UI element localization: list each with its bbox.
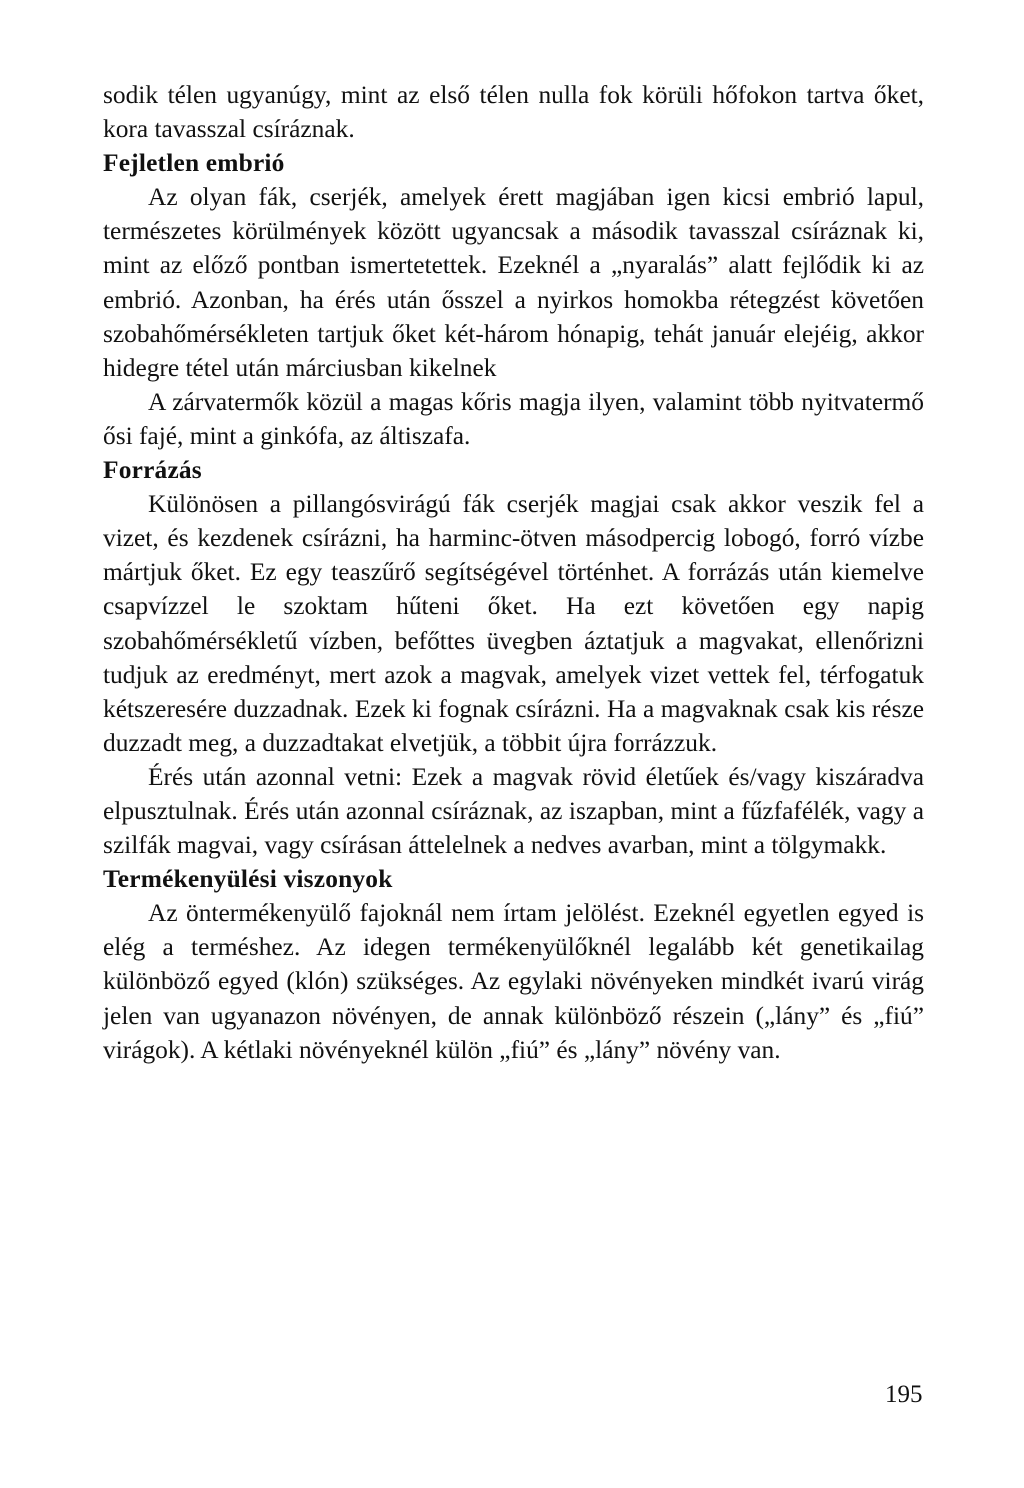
paragraph: A zárvatermők közül a magas kőris magja ilyen, valamint több nyitvatermő ősi fajé, mint a ginkófa, az áltiszafa. (103, 387, 924, 450)
section-heading-fejletlen-embrio: Fejletlen embrió (103, 149, 285, 178)
paragraph: Érés után azonnal vetni: Ezek a magvak rövid életűek és/vagy kiszáradva elpusztulnak. Érés után azonnal csíráznak, az iszapban, mint a fűzfafélék, vagy a szilfák magvai, vagy csírásan áttelelnek a nedves avarban, mint a tölgymakk. (103, 762, 924, 860)
continued-paragraph: sodik télen ugyanúgy, mint az első télen nulla fok körüli hőfokon tartva őket, kora tavasszal csíráznak. (103, 81, 924, 144)
paragraph: Különösen a pillangósvirágú fák cserjék magjai csak akkor veszik fel a vizet, és kezdenek csírázni, ha harminc-ötven másodpercig lobogó, forró vízbe mártjuk őket. Ez egy teaszűrő segítségével történhet. A forrázás után kiemelve csapvízzel le szoktam hűteni őket. Ha ezt követően egy napig szobahőmérsékletű vízben, befőttes üvegben áztatjuk a magvakat, ellenőrizni tudjuk az eredményt, mert azok a magvak, amelyek vizet vettek fel, térfogatuk kétszeresére duzzadnak. Ezek ki fognak csírázni. Ha a magvaknak csak kis része duzzadt meg, a duzzadtakat elvetjük, a többit újra forrázzuk. (103, 490, 924, 757)
section-heading-forrazas: Forrázás (103, 456, 202, 485)
paragraph: Az olyan fák, cserjék, amelyek érett magjában igen kicsi embrió lapul, természetes körülmények között ugyancsak a második tavasszal csíráznak ki, mint az előző pontban ismertetettek. Ezeknél a „nyaralás” alatt fejlődik ki az embrió. Azonban, ha érés után ősszel a nyirkos homokba rétegzést követően szobahőmérsékleten tartjuk őket két-három hónapig, tehát január elejéig, akkor hidegre tétel után márciusban kikelnek (103, 183, 924, 382)
section-heading-termekenyulesi-viszonyok: Termékenyülési viszonyok (103, 865, 393, 894)
page-body (103, 78, 924, 1067)
page-number: 195 (885, 1381, 923, 1408)
paragraph: Az öntermékenyülő fajoknál nem írtam jelölést. Ezeknél egyetlen egyed is elég a terméshez. Az idegen termékenyülőknél legalább két genetikailag különböző egyed (klón) szükséges. Az egylaki növényeken mindkét ivarú virág jelen van ugyanazon növényen, de annak különböző részein („lány” és „fiú” virágok). A kétlaki növényeknél külön „fiú” és „lány” növény van. (103, 899, 924, 1064)
